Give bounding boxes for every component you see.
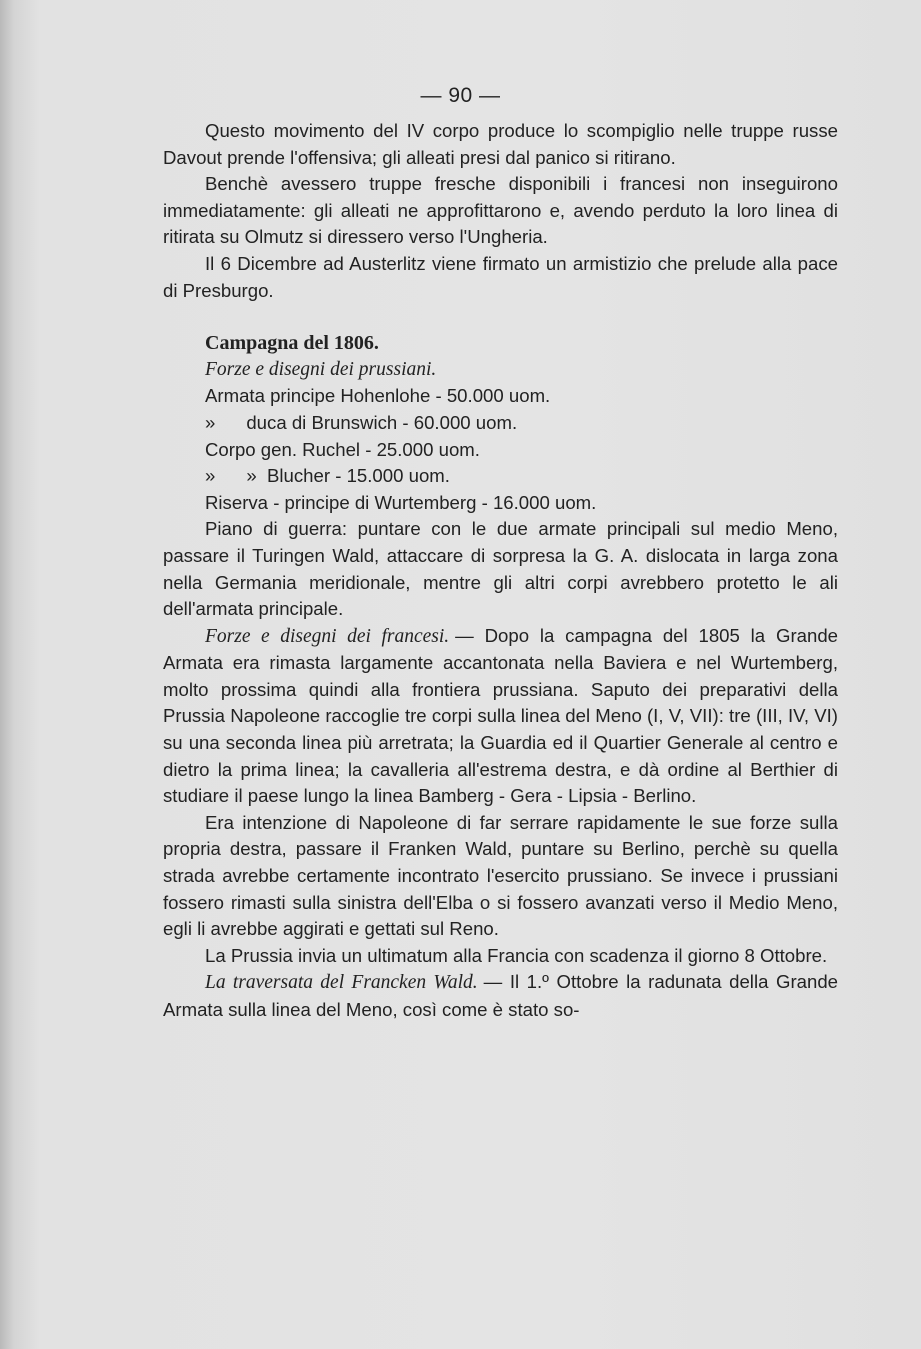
- paragraph-war-plan: Piano di guerra: puntare con le due armate principali sul medio Meno, passare il Turingen Wald, attaccare di sorpresa la G. A. dislocata in larga zona nella Germania meridionale, mentre gli altri corpi avrebbero protetto le ali dell'armata principale.: [163, 518, 838, 620]
- force-line-reserve: Riserva - principe di Wurtemberg - 16.000 uom.: [205, 491, 597, 513]
- paragraph-ultimatum: La Prussia invia un ultimatum alla Francia con scadenza il giorno 8 Ottobre.: [205, 944, 828, 966]
- page-number: — 90 —: [420, 84, 501, 107]
- french-forces-text: — Dopo la campagna del 1805 la Grande Armata era rimasta largamente accantonata nella Baviera e nel Wurtemberg, molto prossima quindi alla frontiera prussiana. Saputo dei preparativi della Prussia Napoleone raccoglie tre corpi sulla linea del Meno (I, V, VII): tre (III, IV, VI) su una seconda linea più arretrata; la Guardia ed il Quartier Generale al centro e dietro la prima linea; la cavalleria all'estrema destra, e dà ordine al Berthier di studiare il paese lungo la linea Bamberg - Gera - Lipsia - Berlino.: [163, 624, 839, 807]
- paragraph-traversata: [163, 969, 838, 1023]
- paragraph-napoleon-intention: Era intenzione di Napoleone di far serrare rapidamente le sue forze sulla propria destra, passare il Franken Wald, puntare su Berlino, perchè su quella strada avrebbe certamente incontrato l'esercito prussiano. Se invece i prussiani fossero rimasti sulla sinistra dell'Elba o si fossero avanzati verso il Medio Meno, egli li avrebbe aggirati e gettati sul Reno.: [163, 811, 838, 940]
- force-line-brunswich: » duca di Brunswich - 60.000 uom.: [205, 411, 518, 433]
- force-line-hohenlohe: Armata principe Hohenlohe - 50.000 uom.: [205, 385, 551, 407]
- french-forces-title: Forze e disegni dei francesi.: [205, 625, 450, 647]
- paragraph-armistice: Il 6 Dicembre ad Austerlitz viene firmato un armistizio che prelude alla pace di Presburgo.: [163, 252, 838, 301]
- force-line-blucher: » » Blucher - 15.000 uom.: [205, 465, 450, 487]
- force-line-ruchel: Corpo gen. Ruchel - 25.000 uom.: [205, 438, 480, 460]
- section-spacer: [163, 304, 838, 330]
- traversata-title: La traversata del Francken Wald.: [205, 972, 478, 994]
- subtitle-prussian-forces: Forze e disegni dei prussiani.: [205, 358, 437, 380]
- paragraph-french-forces: [163, 623, 838, 810]
- paragraph-retreat: Questo movimento del IV corpo produce lo scompiglio nelle truppe russe Davout prende l'offensiva; gli alleati presi dal panico si ritirano.: [163, 120, 838, 168]
- page-body: [163, 118, 838, 1024]
- paragraph-pursuit: Benchè avessero truppe fresche disponibili i francesi non inseguirono immediatamente: gli alleati ne approfittarono e, avendo perduto la loro linea di ritirata su Olmutz si diressero verso l'Ungheria.: [163, 173, 838, 248]
- traversata-text: — Il 1.º Ottobre la radunata della Grande Armata sulla linea del Meno, così come è stato so-: [163, 971, 838, 1020]
- section-heading: Campagna del 1806.: [205, 332, 379, 355]
